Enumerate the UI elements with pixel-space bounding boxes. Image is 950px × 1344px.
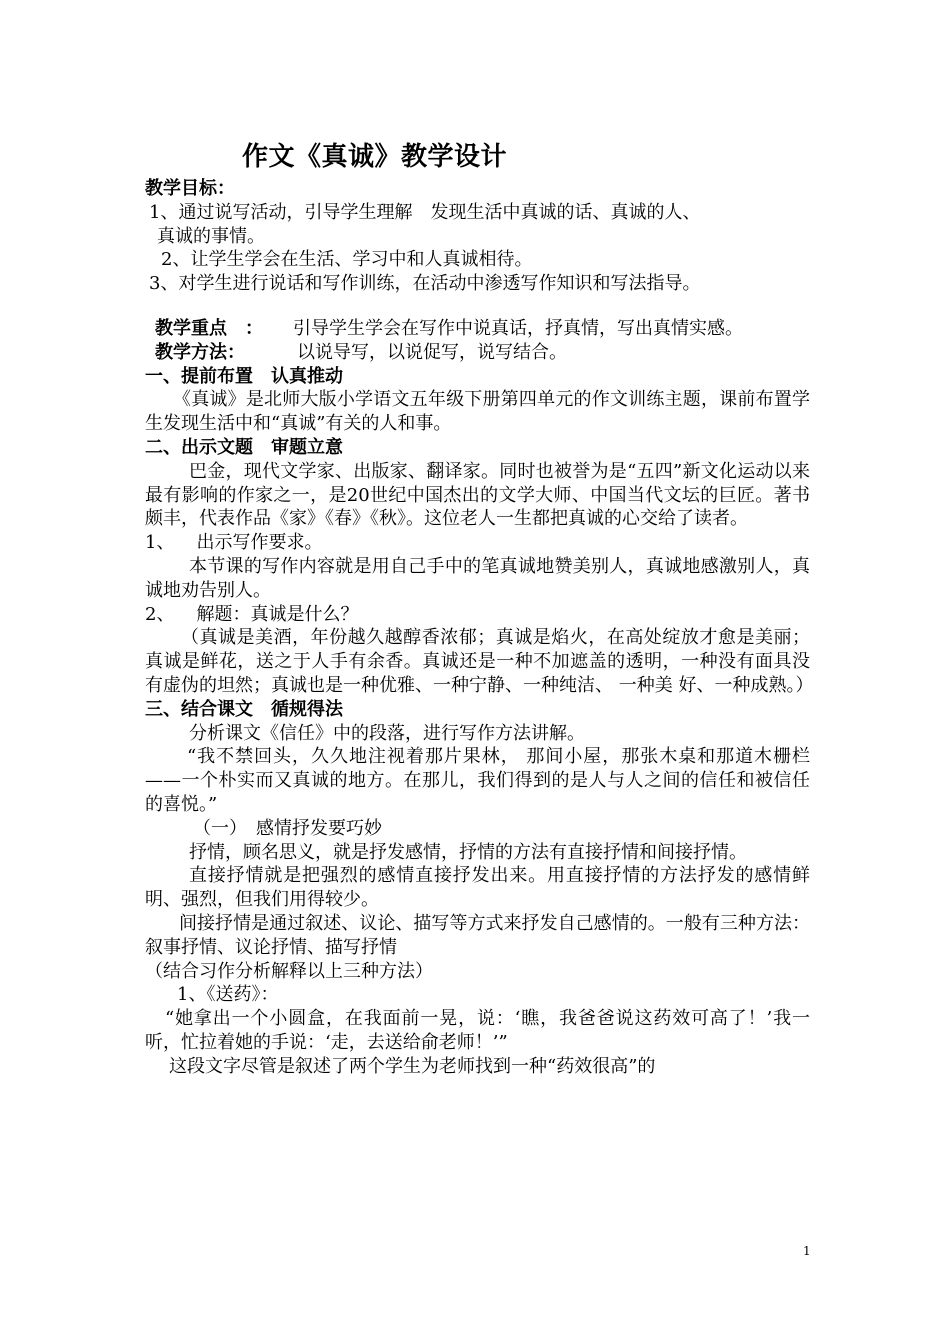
subsection-1-heading: （一） 感情抒发要巧妙 bbox=[193, 817, 382, 839]
subsection-1-paragraph-1: 抒情，顾名思义，就是抒发感情，抒情的方法有直接抒情和间接抒情。 bbox=[189, 841, 747, 863]
section-2-paragraph-1: 巴金，现代文学家、出版家、翻译家。同时也被誉为是“五四”新文化运动以来最有影响的作家之一，是20世纪中国杰出的文学大师、中国当代文坛的巨匠。著书颇丰，代表作品《家》《春》《秋》。这位老人一生都把真诚的心交给了读者。 bbox=[145, 460, 810, 530]
goals-heading: 教学目标： bbox=[145, 178, 235, 199]
goal-item-3: 3、对学生进行说话和写作训练，在活动中渗透写作知识和写法指导。 bbox=[149, 273, 701, 295]
section-1-heading: 一、提前布置 认真推动 bbox=[145, 365, 343, 387]
document-body bbox=[145, 177, 814, 1078]
item-text: 出示写作要求。 bbox=[196, 532, 323, 554]
method-text: 以说导写，以说促写，说写结合。 bbox=[297, 341, 567, 363]
section-3-quote: “我不禁回头，久久地注视着那片果林， 那间小屋，那张木桌和那道木栅栏——一个朴实而又真诚的地方。在那儿，我们得到的是人与人之间的信任和被信任的喜悦。” bbox=[145, 746, 810, 815]
spacer bbox=[145, 296, 810, 317]
subsection-1-paragraph-2: 直接抒情就是把强烈的感情直接抒发出来。用直接抒情的方法抒发的感情鲜明、强烈，但我们用得较少。 bbox=[145, 865, 810, 911]
method bbox=[145, 341, 810, 365]
item-number: 1、 bbox=[145, 532, 175, 554]
document-title: 作文《真诚》教学设计 bbox=[242, 142, 508, 172]
key-point-label: 教学重点 ： bbox=[155, 317, 263, 339]
section-3-heading: 三、结合课文 循规得法 bbox=[145, 698, 343, 720]
subsection-1-paragraph-3: 间接抒情是通过叙述、议论、描写等方式来抒发自己感情的。一般有三种方法：叙事抒情、议论抒情、描写抒情 bbox=[145, 912, 810, 958]
key-point bbox=[145, 317, 810, 341]
section-2-item-1 bbox=[145, 531, 810, 555]
method-label: 教学方法： bbox=[155, 341, 245, 363]
section-1-paragraph: 《真诚》是北师大版小学语文五年级下册第四单元的作文训练主题，课前布置学生发现生活中和“真诚”有关的人和事。 bbox=[145, 389, 810, 435]
example-1-title: 1、《送药》： bbox=[177, 984, 279, 1006]
item-number: 2、 bbox=[145, 603, 175, 625]
subsection-1-note: （结合习作分析解释以上三种方法） bbox=[145, 960, 433, 982]
example-1-quote: “她拿出一个小圆盒，在我面前一晃，说：‘瞧，我爸爸说这药效可高了！’我一听，忙拉着她的手说：‘走，去送给俞老师！’” bbox=[145, 1008, 810, 1053]
section-2-paragraph-3: （真诚是美酒，年份越久越醇香浓郁；真诚是焰火，在高处绽放才愈是美丽；真诚是鲜花，送之于人手有余香。真诚还是一种不加遮盖的透明，一种没有面具没有虚伪的坦然；真诚也是一种优雅、一种宁静、一种纯洁、 一种美 好、一种成熟。） bbox=[145, 627, 814, 696]
section-2-heading: 二、出示文题 审题立意 bbox=[145, 436, 343, 458]
goal-item-2: 2、让学生学会在生活、学习中和人真诚相待。 bbox=[161, 249, 533, 271]
section-3-paragraph-1: 分析课文《信任》中的段落，进行写作方法讲解。 bbox=[189, 722, 585, 744]
goal-item-1-cont: 真诚的事情。 bbox=[157, 225, 265, 247]
page-number: 1 bbox=[803, 1244, 811, 1258]
example-1-paragraph: 这段文字尽管是叙述了两个学生为老师找到一种“药效很高”的 bbox=[169, 1055, 656, 1077]
item-text: 解题：真诚是什么？ bbox=[196, 603, 359, 625]
section-2-paragraph-2: 本节课的写作内容就是用自己手中的笔真诚地赞美别人，真诚地感激别人，真诚地劝告别人。 bbox=[145, 555, 810, 601]
key-point-text: 引导学生学会在写作中说真话，抒真情，写出真情实感。 bbox=[293, 317, 743, 339]
section-2-item-2 bbox=[145, 603, 810, 627]
goal-item-1: 1、通过说写活动，引导学生理解 发现生活中真诚的话、真诚的人、 bbox=[149, 201, 701, 223]
